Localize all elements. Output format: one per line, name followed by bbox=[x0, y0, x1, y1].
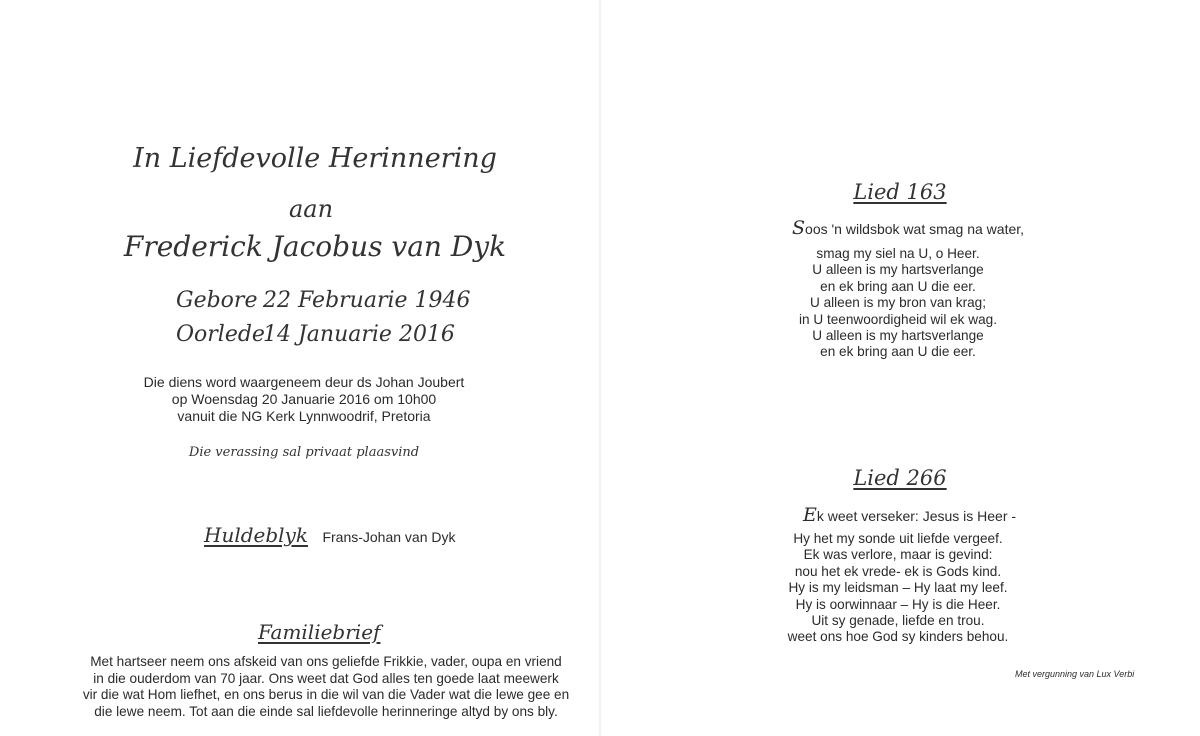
born-label: Gebore bbox=[176, 288, 258, 313]
service-line: op Woensdag 20 Januarie 2016 om 10h00 bbox=[171, 391, 437, 407]
song-line: weet ons hoe God sy kinders behou. bbox=[787, 629, 1009, 645]
song-line: nou het ek vrede- ek is Gods kind. bbox=[794, 563, 1002, 579]
cremation-note: Die verassing sal privaat plaasvind bbox=[188, 445, 420, 460]
eulogy-row bbox=[204, 523, 456, 547]
born-date: 22 Februarie 1946 bbox=[263, 288, 471, 313]
service-details bbox=[0, 374, 608, 425]
song-line: Ek was verlore, maar is gevind: bbox=[803, 547, 993, 563]
song-163-heading: Lied 163 bbox=[853, 180, 947, 204]
song-line: U alleen is my hartsverlange bbox=[812, 262, 984, 278]
song-line: Uit sy genade, liefde en trou. bbox=[811, 613, 985, 629]
song-163-drop-cap: S bbox=[792, 217, 806, 239]
family-letter-heading: Familiebrief bbox=[258, 620, 381, 644]
died-label: Oorlede bbox=[176, 322, 265, 347]
song-266-first-line bbox=[803, 504, 1016, 526]
family-line: die lewe neem. Tot aan die einde sal liefdevolle herinneringe altyd by ons bly. bbox=[94, 703, 558, 719]
song-line: Hy is oorwinnaar – Hy is die Heer. bbox=[795, 596, 1001, 612]
family-line: in die ouderdom van 70 jaar. Ons weet dat God alles ten goede laat meewerk bbox=[93, 670, 559, 686]
song-line: en ek bring aan U die eer. bbox=[820, 278, 976, 294]
permission-credit: Met vergunning van Lux Verbi bbox=[1015, 669, 1135, 679]
song-266-drop-cap: E bbox=[803, 504, 817, 526]
family-letter-text bbox=[40, 654, 612, 720]
deceased-name: Frederick Jacobus van Dyk bbox=[123, 230, 507, 263]
song-266-first-line-text: k weet verseker: Jesus is Heer - bbox=[816, 508, 1017, 524]
right-page bbox=[600, 0, 1200, 736]
song-266-heading: Lied 266 bbox=[853, 466, 947, 490]
song-line: Hy het my sonde uit liefde vergeef. bbox=[793, 531, 1003, 546]
song-163-first-line bbox=[792, 217, 1024, 239]
song-line: smag my siel na U, o Heer. bbox=[816, 246, 980, 261]
memorial-title-aan: aan bbox=[288, 195, 334, 223]
memorial-title: In Liefdevolle Herinnering bbox=[133, 143, 497, 174]
died-date: 14 Januarie 2016 bbox=[263, 322, 455, 347]
service-line: vanuit die NG Kerk Lynnwoodrif, Pretoria bbox=[177, 408, 431, 424]
song-line: en ek bring aan U die eer. bbox=[820, 344, 976, 360]
eulogy-name: Frans-Johan van Dyk bbox=[322, 529, 456, 545]
family-line: Met hartseer neem ons afskeid van ons geliefde Frikkie, vader, oupa en vriend bbox=[90, 654, 562, 669]
eulogy-heading: Huldeblyk bbox=[204, 523, 308, 547]
song-163-lines bbox=[750, 246, 1046, 361]
song-line: U alleen is my bron van krag; bbox=[809, 295, 987, 311]
song-266-lines bbox=[748, 531, 1048, 646]
song-line: in U teenwoordigheid wil ek wag. bbox=[799, 311, 997, 327]
song-line: U alleen is my hartsverlange bbox=[812, 328, 984, 344]
family-line: vir die wat Hom liefhet, en ons berus in die wil van die Vader wat die lewe gee en bbox=[82, 687, 570, 702]
song-163-first-line-text: oos 'n wildsbok wat smag na water, bbox=[805, 221, 1025, 237]
service-line: Die diens word waargeneem deur ds Johan Joubert bbox=[143, 374, 465, 390]
song-line: Hy is my leidsman – Hy laat my leef. bbox=[788, 580, 1008, 596]
